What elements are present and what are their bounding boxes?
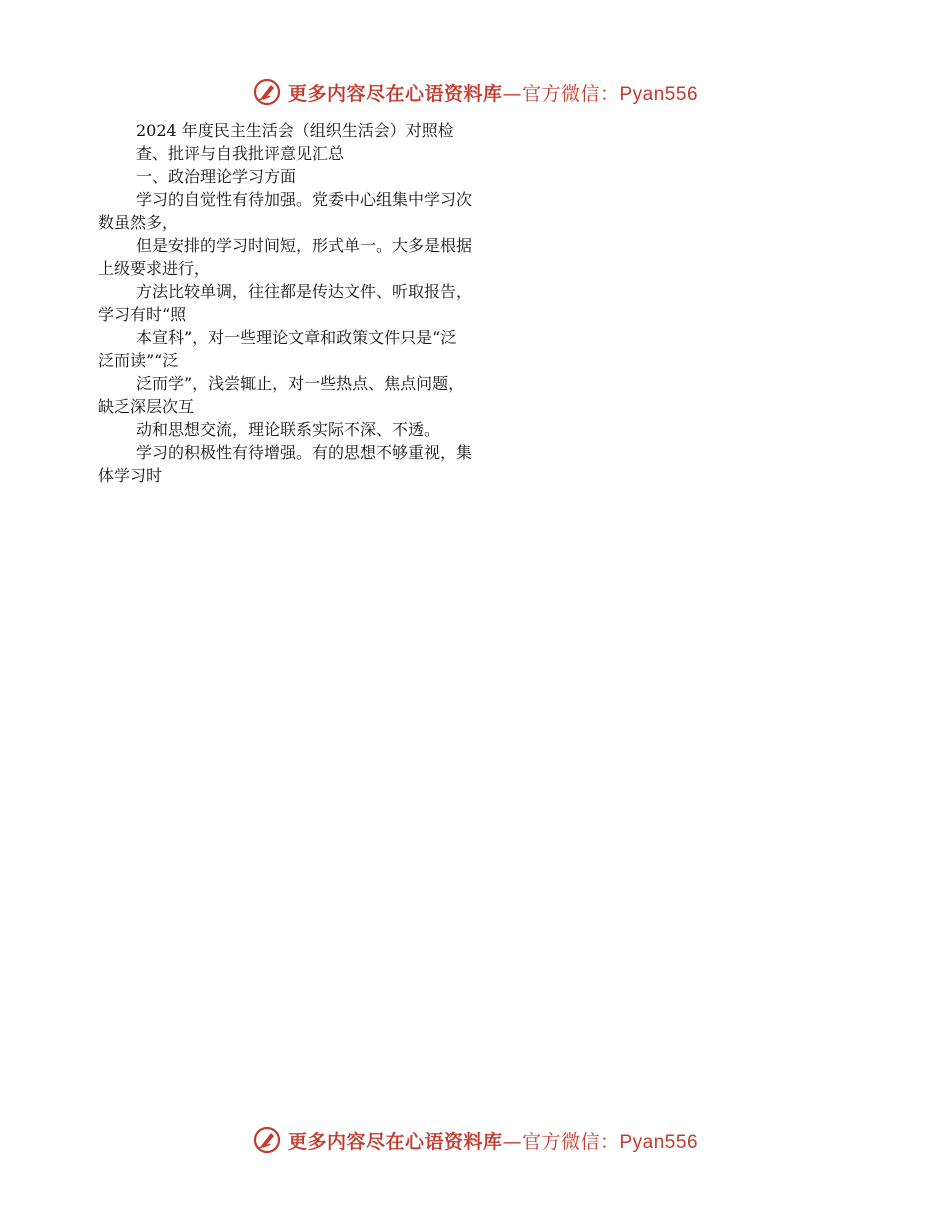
watermark-official: 官方微信： bbox=[521, 1130, 620, 1153]
title-line-2: 查、批评与自我批评意见汇总 bbox=[136, 144, 345, 163]
watermark-id: Pyan556 bbox=[619, 1131, 699, 1153]
body-line: 但是安排的学习时间短，形式单一。大多是根据 bbox=[136, 236, 473, 255]
watermark-official: 官方微信： bbox=[521, 82, 620, 105]
pen-nib-logo-icon bbox=[252, 1125, 282, 1155]
watermark-dash: — bbox=[502, 82, 522, 105]
body-line: 泛而读”“泛 bbox=[98, 351, 179, 370]
body-line: 方法比较单调，往往都是传达文件、听取报告， bbox=[136, 282, 473, 301]
body-line: 缺乏深层次互 bbox=[98, 397, 195, 416]
watermark-main: 更多内容尽在心语资料库 bbox=[287, 1130, 503, 1153]
body-line: 学习的自觉性有待加强。党委中心组集中学习次 bbox=[136, 190, 473, 209]
body-line: 数虽然多， bbox=[98, 213, 179, 232]
document-body bbox=[98, 118, 858, 486]
watermark-id: Pyan556 bbox=[619, 83, 699, 105]
body-line: 本宣科”，对一些理论文章和政策文件只是“泛 bbox=[136, 328, 457, 347]
body-line: 体学习时 bbox=[98, 466, 163, 485]
body-line: 泛而学”，浅尝辄止，对一些热点、焦点问题， bbox=[136, 374, 465, 393]
body-line: 学习的积极性有待增强。有的思想不够重视，集 bbox=[136, 443, 473, 462]
body-line: 动和思想交流，理论联系实际不深、不透。 bbox=[136, 420, 441, 439]
body-line: 学习有时“照 bbox=[98, 305, 187, 324]
watermark-dash: — bbox=[502, 1130, 522, 1153]
section-heading: 一、政治理论学习方面 bbox=[136, 167, 297, 186]
body-line: 上级要求进行， bbox=[98, 259, 211, 278]
watermark-footer bbox=[0, 1120, 950, 1160]
watermark-main: 更多内容尽在心语资料库 bbox=[287, 82, 503, 105]
watermark-text bbox=[288, 79, 698, 106]
pen-nib-logo-icon bbox=[252, 77, 282, 107]
title-line-1: 2024 年度民主生活会（组织生活会）对照检 bbox=[136, 121, 454, 140]
watermark-text bbox=[288, 1127, 698, 1154]
watermark-header bbox=[0, 72, 950, 112]
